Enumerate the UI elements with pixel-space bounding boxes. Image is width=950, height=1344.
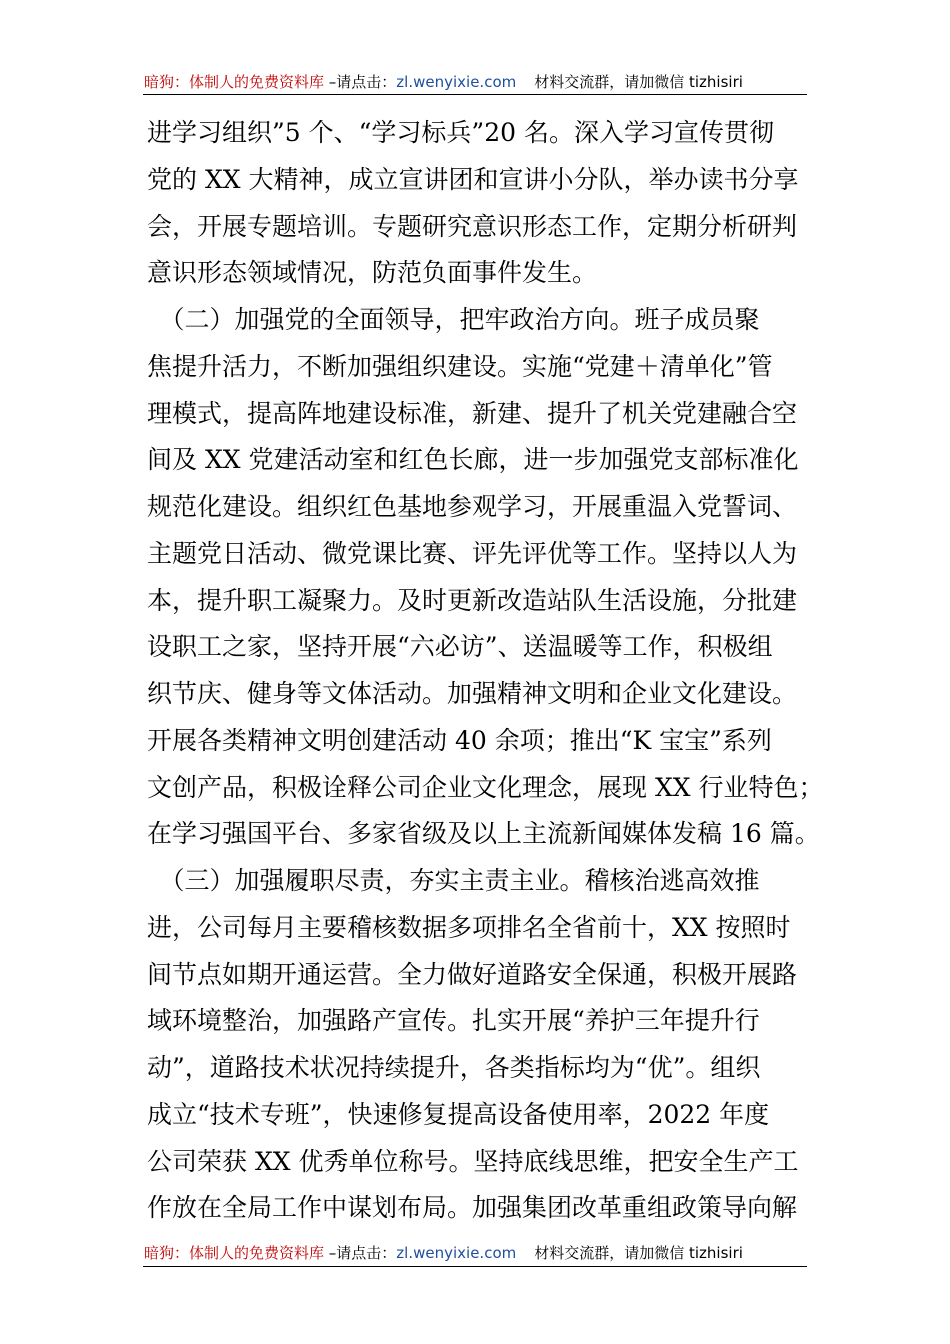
body-line: 进，公司每月主要稽核数据多项排名全省前十，XX 按照时 [147, 912, 791, 942]
body-line: 会，开展专题培训。专题研究意识形态工作，定期分析研判 [147, 211, 798, 241]
body-line: 织节庆、健身等文体活动。加强精神文明和企业文化建设。 [147, 679, 798, 708]
header-url-link[interactable]: zl.wenyixie.com [396, 73, 517, 91]
body-line: 主题党日活动、微党课比赛、评先评优等工作。坚持以人为 [147, 538, 798, 568]
footer-url-link[interactable]: zl.wenyixie.com [396, 1244, 517, 1262]
footer-group-contact: 材料交流群，请加微信 tizhisiri [534, 1244, 743, 1262]
header-group-contact: 材料交流群，请加微信 tizhisiri [534, 73, 743, 91]
body-line: 设职工之家，坚持开展“六必访”、送温暖等工作，积极组 [147, 632, 773, 662]
body-line: 开展各类精神文明创建活动 40 余项；推出“K 宝宝”系列 [147, 725, 772, 755]
body-line: 作放在全局工作中谋划布局。加强集团改革重组政策导向解 [147, 1193, 798, 1223]
body-line: 理模式，提高阵地建设标准，新建、提升了机关党建融合空 [147, 398, 798, 428]
header-rule [143, 94, 807, 95]
footer-click-prompt: –请点击： [324, 1244, 397, 1262]
header-brand: 暗狗：体制人的免费资料库 [144, 73, 325, 91]
body-line: 进学习组织”5 个、“学习标兵”20 名。深入学习宣传贯彻 [147, 118, 774, 147]
document-body [147, 110, 824, 1232]
body-line: （三）加强履职尽责，夯实主责主业。稽核治逃高效推 [147, 866, 760, 895]
body-line: 成立“技术专班”，快速修复提高设备使用率，2022 年度 [147, 1099, 770, 1129]
body-line: 焦提升活力，不断加强组织建设。实施“党建＋清单化”管 [147, 351, 773, 381]
page-footer [143, 1235, 807, 1267]
page-header [143, 64, 807, 96]
footer-rule [143, 1266, 807, 1267]
body-line: 意识形态领域情况，防范负面事件发生。 [147, 258, 598, 288]
body-line: 党的 XX 大精神，成立宣讲团和宣讲小分队，举办读书分享 [147, 164, 799, 194]
body-line: 文创产品，积极诠释公司企业文化理念，展现 XX 行业特色； [147, 772, 824, 802]
header-text [144, 71, 743, 92]
body-line: 域环境整治，加强路产宣传。扎实开展“养护三年提升行 [147, 1006, 760, 1036]
body-line: 本，提升职工凝聚力。及时更新改造站队生活设施，分批建 [147, 585, 798, 615]
body-line: 规范化建设。组织红色基地参观学习，开展重温入党誓词、 [147, 492, 798, 521]
body-line: 间节点如期开通运营。全力做好道路安全保通，积极开展路 [147, 959, 798, 989]
body-line: 公司荣获 XX 优秀单位称号。坚持底线思维，把安全生产工 [147, 1146, 799, 1176]
header-click-prompt: –请点击： [324, 73, 397, 91]
body-line: （二）加强党的全面领导，把牢政治方向。班子成员聚 [147, 305, 760, 334]
footer-text [144, 1242, 743, 1263]
body-line: 在学习强国平台、多家省级及以上主流新闻媒体发稿 16 篇。 [147, 819, 820, 849]
body-line: 动”，道路技术状况持续提升，各类指标均为“优”。组织 [147, 1053, 761, 1082]
body-line: 间及 XX 党建活动室和红色长廊，进一步加强党支部标准化 [147, 445, 799, 475]
footer-brand: 暗狗：体制人的免费资料库 [144, 1244, 325, 1262]
